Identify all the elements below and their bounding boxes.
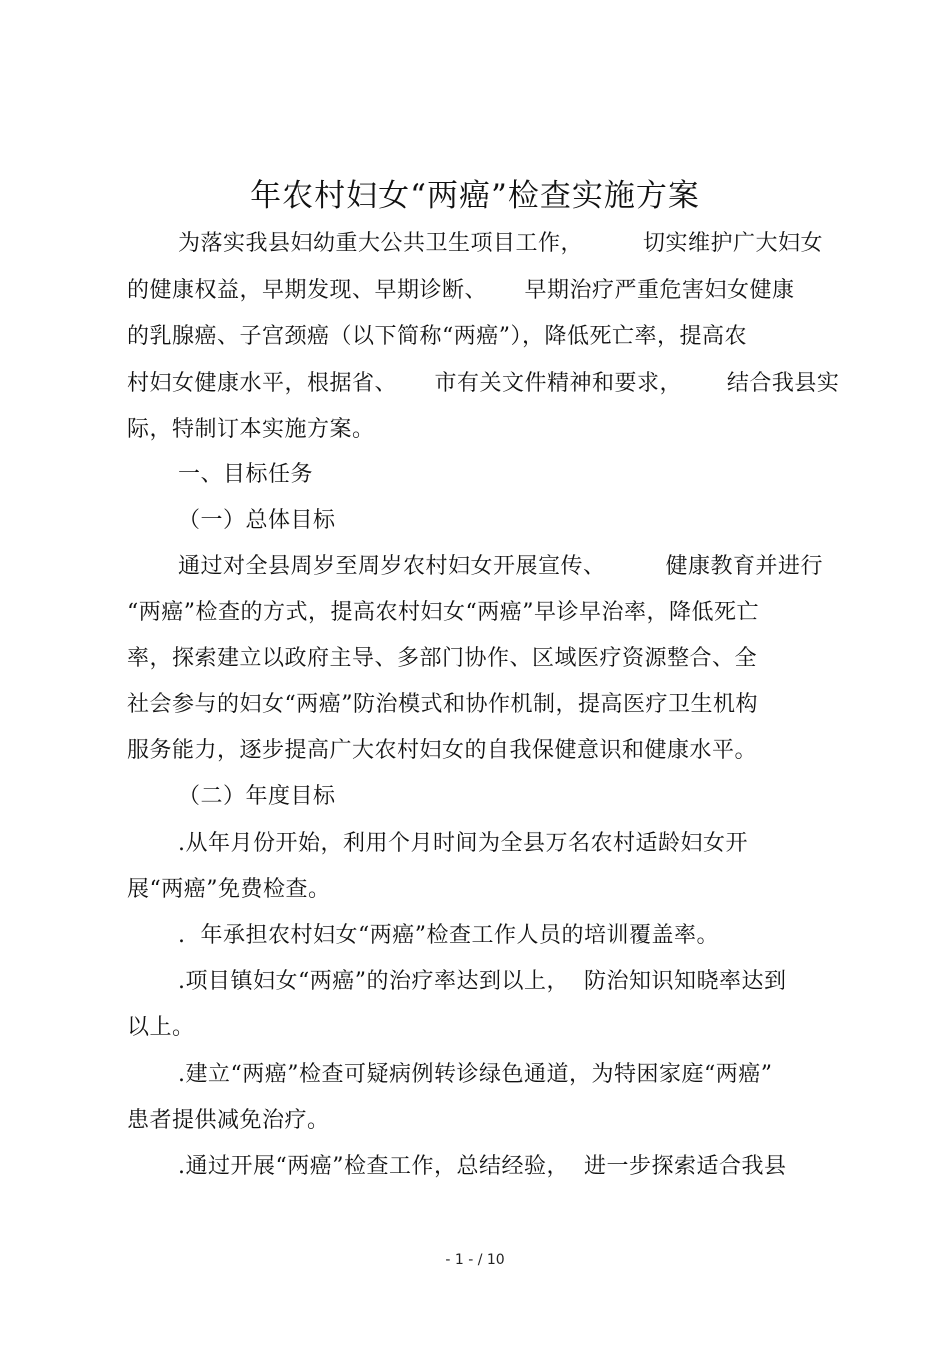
document-title: 年农村妇女“两癌”检查实施方案	[250, 178, 700, 214]
body-line-6: 通过对全县周岁至周岁农村妇女开展宣传、 健康教育并进行	[178, 554, 823, 579]
body-line-4: 村妇女健康水平，根据省、 市有关文件精神和要求， 结合我县实	[127, 371, 840, 396]
body-line-12: 展“两癌”免费检查。	[127, 877, 331, 902]
body-line-7: “两癌”检查的方式，提高农村妇女“两癌”早诊早治率，降低死亡	[127, 600, 759, 625]
subsection-heading-2: （二）年度目标	[178, 784, 336, 809]
body-line-5: 际，特制订本实施方案。	[127, 417, 375, 442]
body-line-2: 的健康权益，早期发现、早期诊断、 早期治疗严重危害妇女健康	[127, 278, 795, 303]
body-line-8: 率，探索建立以政府主导、多部门协作、区域医疗资源整合、全	[127, 646, 758, 671]
subsection-heading-1: （一）总体目标	[178, 508, 336, 533]
body-line-11: .从年月份开始，利用个月时间为全县万名农村适龄妇女开	[178, 831, 748, 856]
body-line-17: 患者提供减免治疗。	[127, 1108, 330, 1133]
body-line-9: 社会参与的妇女“两癌”防治模式和协作机制，提高医疗卫生机构	[127, 692, 758, 717]
body-line-1: 为落实我县妇幼重大公共卫生项目工作， 切实维护广大妇女	[178, 231, 823, 256]
body-line-13: . 年承担农村妇女“两癌”检查工作人员的培训覆盖率。	[178, 923, 719, 948]
section-heading-1: 一、目标任务	[178, 462, 314, 487]
body-line-10: 服务能力，逐步提高广大农村妇女的自我保健意识和健康水平。	[127, 738, 758, 763]
body-line-14: .项目镇妇女“两癌”的治疗率达到以上， 防治知识知晓率达到	[178, 969, 787, 994]
body-line-18: .通过开展“两癌”检查工作，总结经验， 进一步探索适合我县	[178, 1154, 787, 1179]
page-number: - 1 - / 10	[445, 1252, 505, 1268]
body-line-15: 以上。	[127, 1015, 195, 1040]
body-line-16: .建立“两癌”检查可疑病例转诊绿色通道，为特困家庭“两癌”	[178, 1062, 773, 1087]
body-line-3: 的乳腺癌、子宫颈癌（以下简称“两癌”），降低死亡率，提高农	[127, 324, 747, 349]
